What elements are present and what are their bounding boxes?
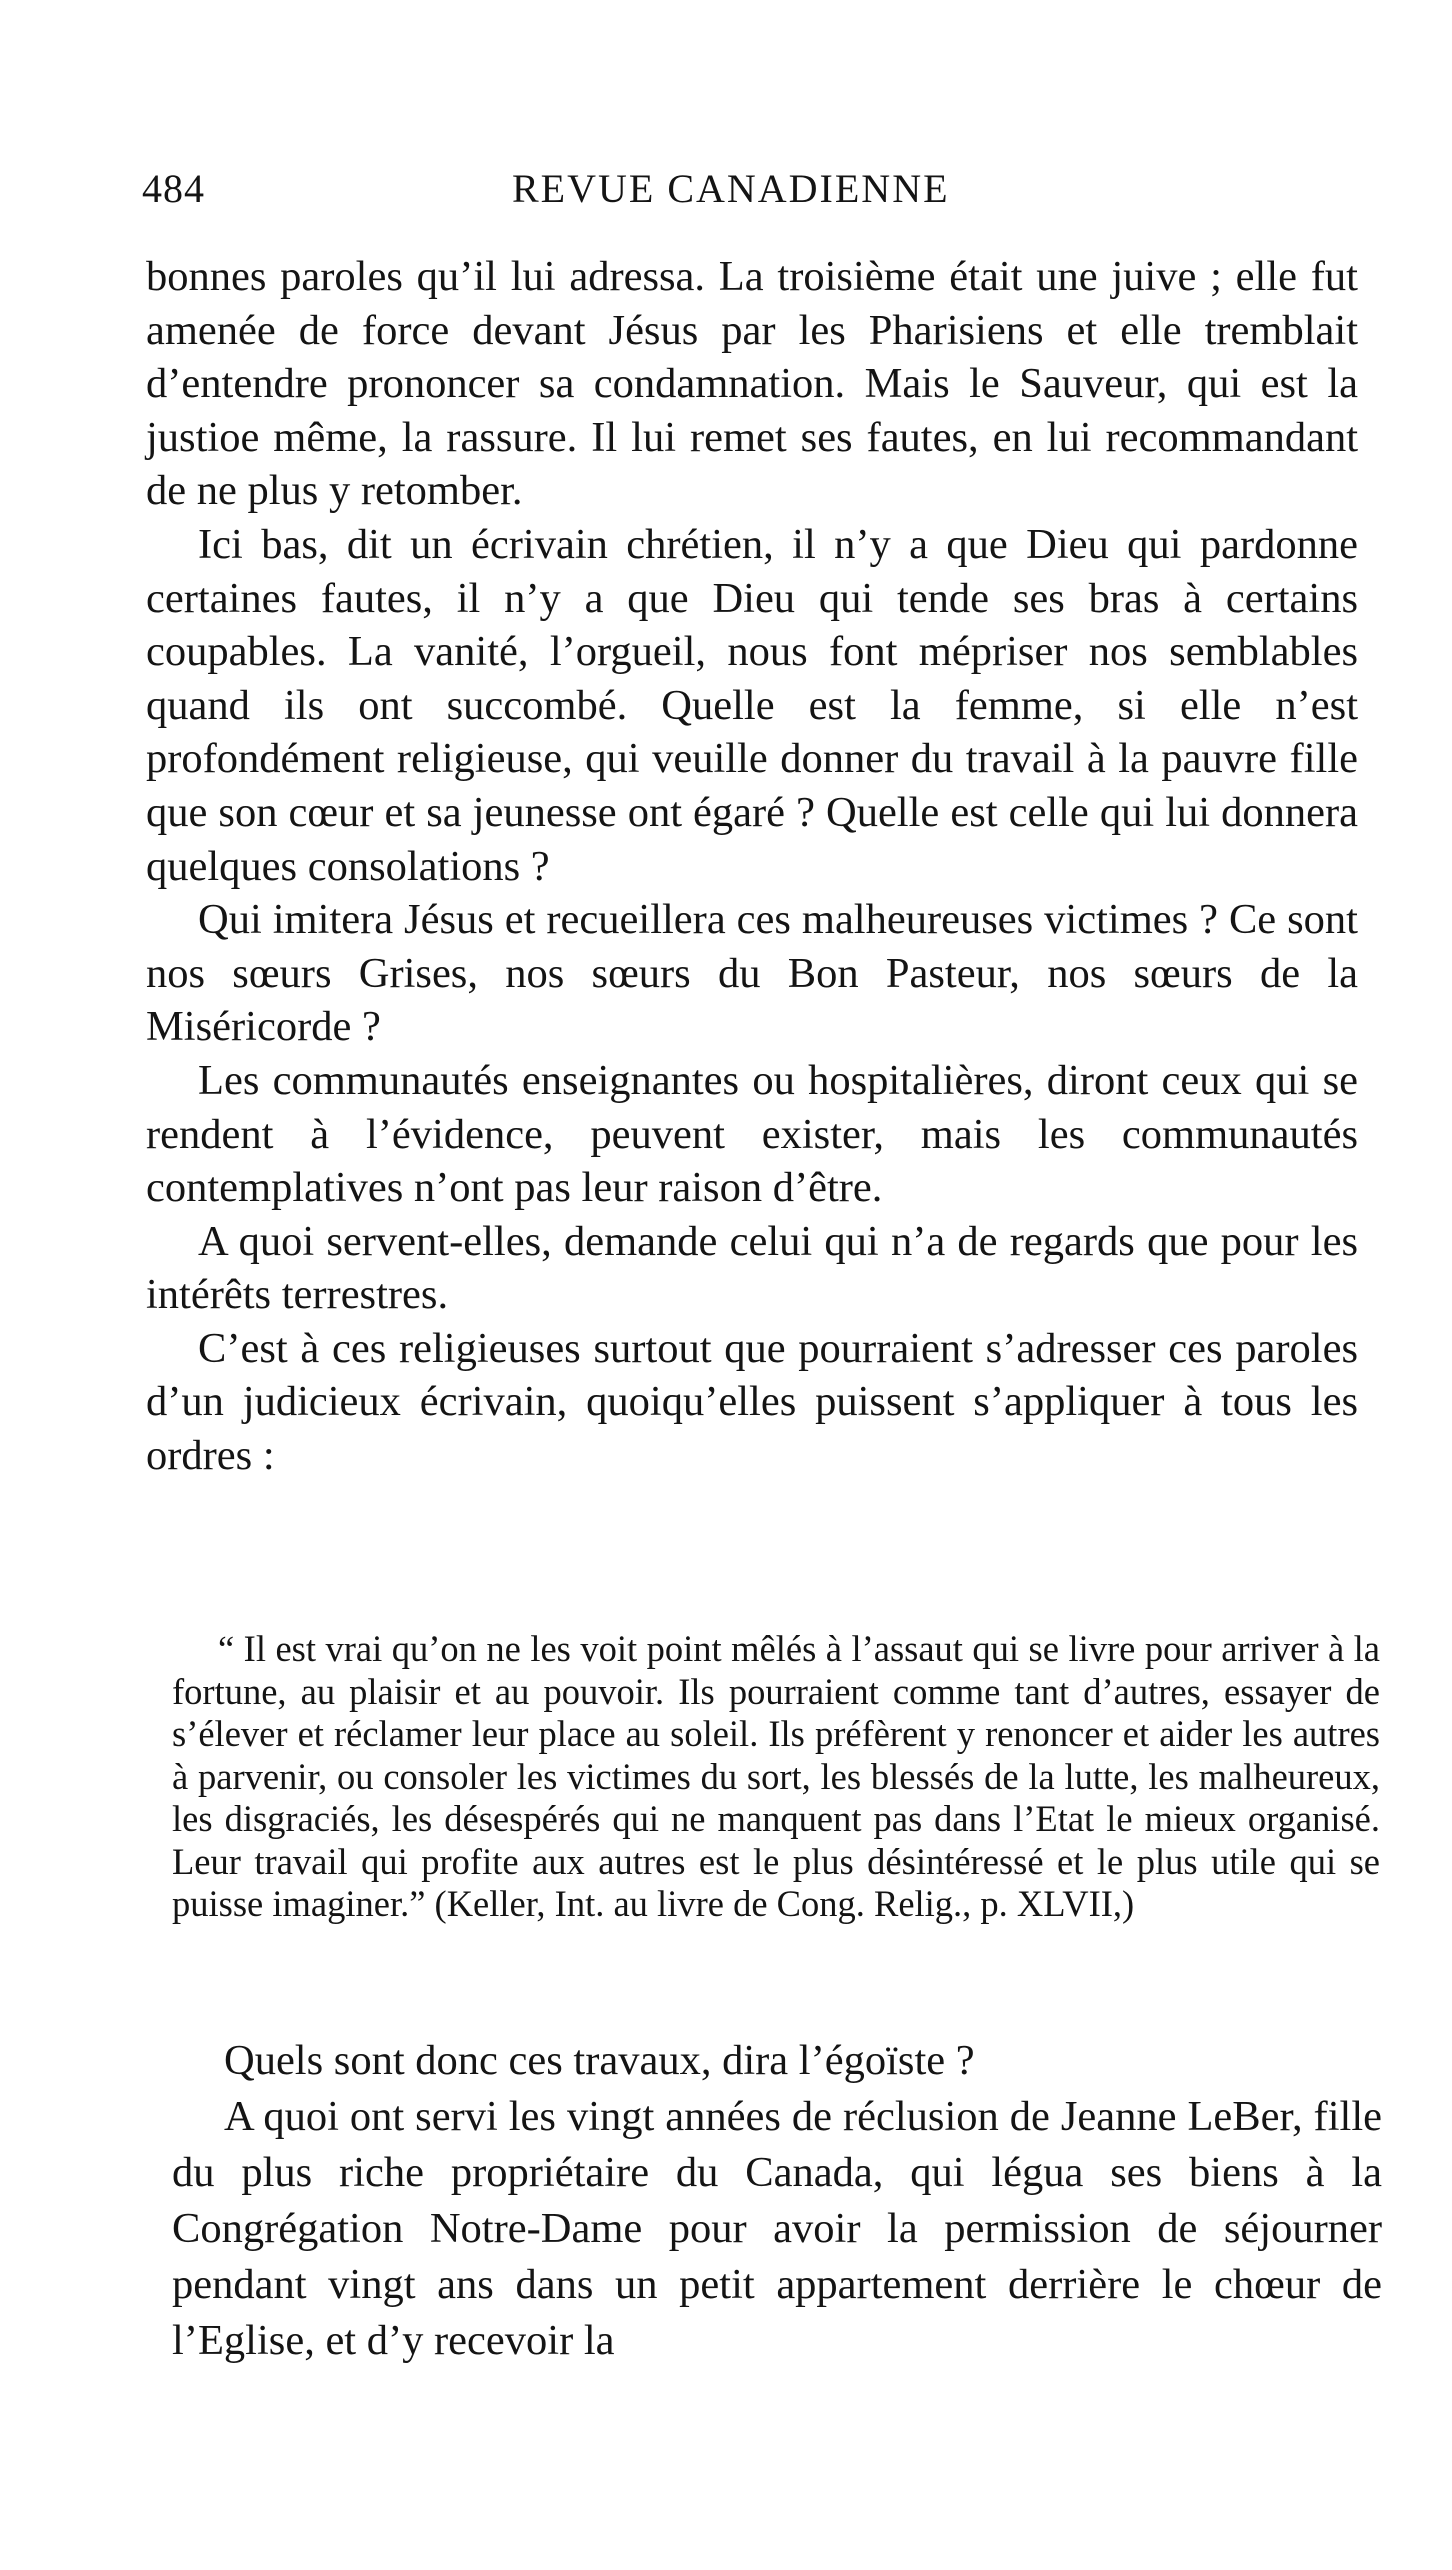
block-quotation [172, 1628, 1380, 1926]
paragraph: A quoi servent-elles, demande celui qui n’a de regards que pour les intérêts terrestres. [146, 1217, 1358, 1319]
paragraph: Qui imitera Jésus et recueillera ces malheureuses victimes ? Ce sont nos sœurs Grises, nos sœurs du Bon Pasteur, nos sœurs de la Miséricorde ? [146, 896, 1358, 1051]
paragraph-continuation: bonnes paroles qu’il lui adressa. La troisième était une juive ; elle fut amenée de force devant Jésus par les Pharisiens et elle tremblait d’entendre prononcer sa condamnation. Mais le Sauveur, qui est la justioe même, la rassure. Il lui remet ses fautes, en lui recommandant de ne plus y retomber. [146, 253, 1358, 515]
paragraph: Ici bas, dit un écrivain chrétien, il n’y a que Dieu qui pardonne certaines fautes, il n’y a que Dieu qui tende ses bras à certains coupables. La vanité, l’orgueil, nous font mépriser nos semblables quand ils ont succombé. Quelle est la femme, si elle n’est profondément religieuse, qui veuille donner du travail à la pauvre fille que son cœur et sa jeunesse ont égaré ? Quelle est celle qui lui donnera quelques consolations ? [146, 520, 1358, 890]
body-text-bottom [172, 2033, 1382, 2369]
quotation-text: “ Il est vrai qu’on ne les voit point mêlés à l’assaut qui se livre pour arriver à la fortune, au plaisir et au pouvoir. Ils pourraient comme tant d’autres, essayer de s’élever et réclamer leur place au soleil. Ils préfèrent y renoncer et aider les autres à parvenir, ou consoler les victimes du sort, les blessés de la lutte, les malheureux, les disgraciés, les désespérés qui ne manquent pas dans l’Etat le mieux organisé. Leur travail qui profite aux autres est le plus désintéressé et le plus utile qui se puisse imaginer.” (Keller, Int. au livre de Cong. Relig., p. XLVII,) [172, 1628, 1380, 1924]
paragraph: Les communautés enseignantes ou hospitalières, diront ceux qui se rendent à l’évidence, peuvent exister, mais les communautés contemplatives n’ont pas leur raison d’être. [146, 1056, 1358, 1212]
running-title: REVUE CANADIENNE [512, 166, 950, 211]
paragraph: C’est à ces religieuses surtout que pourraient s’adresser ces paroles d’un judicieux écrivain, quoiqu’elles puissent s’appliquer à tous les ordres : [146, 1324, 1358, 1480]
paragraph: Quels sont donc ces travaux, dira l’égoïste ? [224, 2037, 975, 2084]
page-number: 484 [142, 166, 205, 211]
body-text-top [146, 250, 1358, 1483]
paragraph: A quoi ont servi les vingt années de réclusion de Jeanne LeBer, fille du plus riche propriétaire du Canada, qui légua ses biens à la Congrégation Notre-Dame pour avoir la permission de séjourner pendant vingt ans dans un petit appartement derrière le chœur de l’Eglise, et d’y recevoir la [172, 2093, 1382, 2364]
page-header [142, 165, 1372, 225]
